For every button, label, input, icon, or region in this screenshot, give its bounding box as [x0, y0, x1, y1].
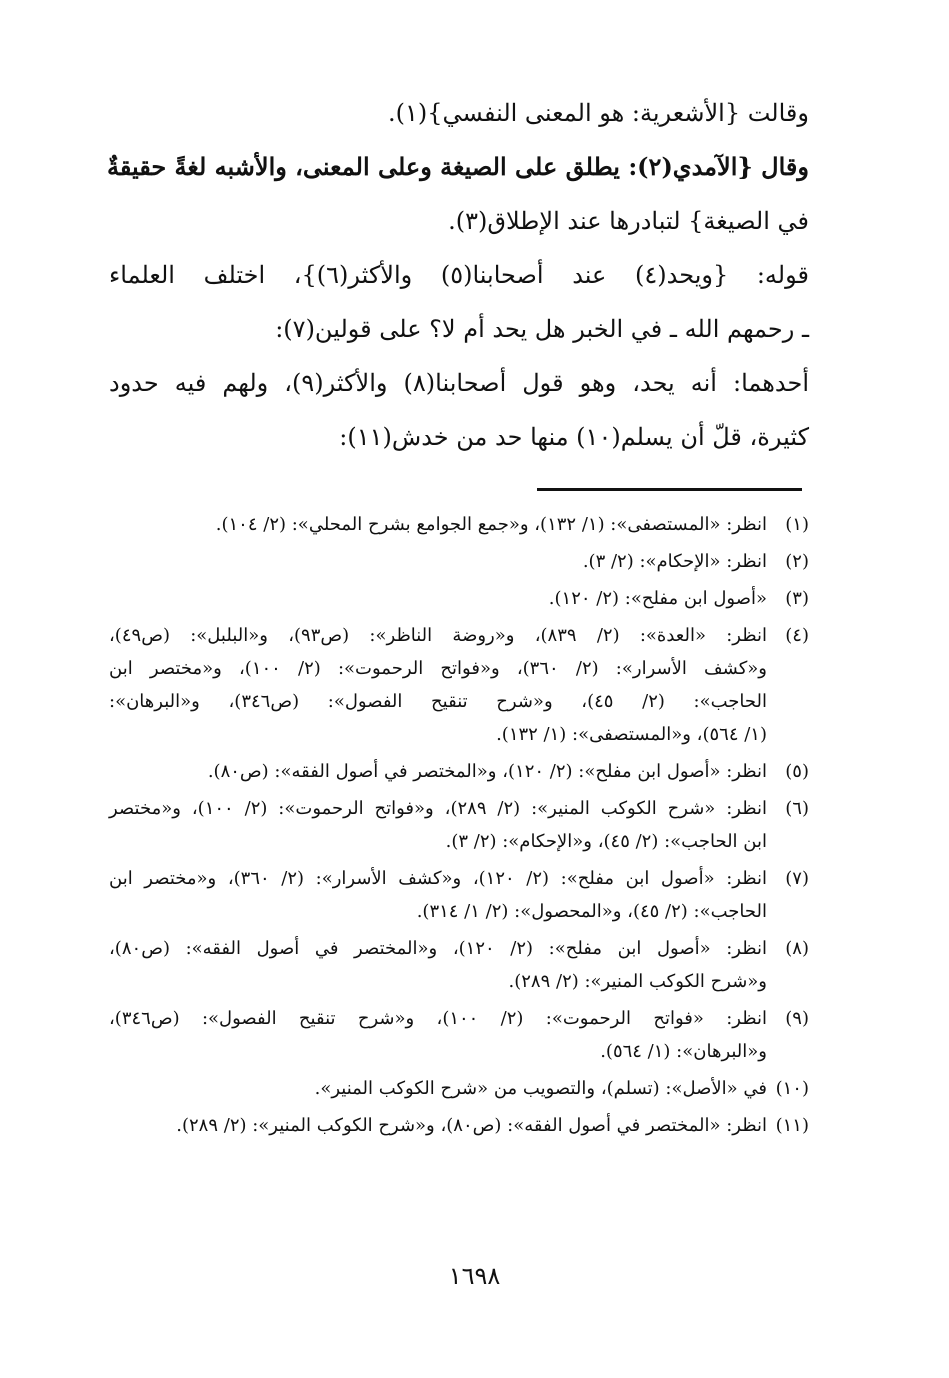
footnote-line: انظر: «أصول ابن مفلح»: (٢/ ١٢٠)، و«المختصر في أصول الفقه»: (ص٨٠).: [207, 761, 767, 782]
footnote-line: انظر: «العدة»: (٢/ ٨٣٩)، و«روضة الناظر»: (ص٩٣)، و«البلبل»: (ص٤٩)،: [109, 625, 768, 646]
footnote-line: انظر: «الإحكام»: (٢/ ٣).: [582, 551, 767, 572]
footnote-number: (٣): [785, 588, 809, 609]
main-line-6: أحدهما: أنه يحد، وهو قول أصحابنا(٨) والأكثر(٩)، ولهم فيه حدود: [109, 369, 810, 397]
footnote: [109, 550, 809, 574]
footnote-number: (٦): [785, 798, 809, 819]
main-line-5: ـ رحمهم الله ـ في الخبر هل يحد أم لا؟ على قولين(٧):: [275, 315, 809, 343]
footnote: [109, 937, 809, 994]
main-line-1: وقالت {الأشعرية: هو المعنى النفسي}(١).: [388, 99, 809, 127]
footnote-line: انظر: «أصول ابن مفلح»: (٢/ ١٢٠)، و«كشف الأسرار»: (٢/ ٣٦٠)، و«مختصر ابن: [109, 868, 767, 889]
footnote: [109, 513, 809, 537]
footnote-line: (١/ ٥٦٤)، و«المستصفى»: (١/ ١٣٢).: [496, 724, 767, 745]
footnote-number: (١١): [775, 1115, 809, 1136]
footnote: [109, 867, 809, 924]
footnote: [109, 1077, 809, 1101]
footnote-number: (٥): [785, 761, 809, 782]
footnote-number: (٢): [785, 551, 809, 572]
footnote-line: و«شرح الكوكب المنير»: (٢/ ٢٨٩).: [508, 971, 767, 992]
main-line-7: كثيرة، قلّ أن يسلم(١٠) منها حد من خدش(١١):: [339, 423, 809, 451]
footnote-line: «أصول ابن مفلح»: (٢/ ١٢٠).: [548, 588, 767, 609]
footnote-line: انظر: «المختصر في أصول الفقه»: (ص٨٠)، و«شرح الكوكب المنير»: (٢/ ٢٨٩).: [176, 1115, 767, 1136]
main-line-4: قوله: {ويحد(٤) عند أصحابنا(٥) والأكثر(٦)}، اختلف العلماء: [109, 261, 809, 289]
footnote: [109, 760, 809, 784]
footnote-line: انظر: «أصول ابن مفلح»: (٢/ ١٢٠)، و«المختصر في أصول الفقه»: (ص٨٠)،: [109, 938, 767, 959]
page-number: ١٦٩٨: [448, 1262, 501, 1290]
footnote-number: (١٠): [775, 1078, 809, 1099]
footnote-line: و«البرهان»: (١/ ٥٦٤).: [600, 1041, 767, 1062]
footnote-number: (٨): [785, 938, 809, 959]
main-line-3: في الصيغة} لتبادرها عند الإطلاق(٣).: [448, 207, 809, 235]
footnote-line: ابن الحاجب»: (٢/ ٤٥)، و«الإحكام»: (٢/ ٣).: [445, 831, 767, 852]
footnotes: [109, 513, 809, 1151]
footnote-line: انظر: «فواتح الرحموت»: (٢/ ١٠٠)، و«شرح تنقيح الفصول»: (ص٣٤٦)،: [109, 1008, 767, 1029]
footnote: [109, 587, 809, 611]
footnote: [109, 797, 809, 854]
footnote-number: (٤): [785, 625, 809, 646]
footnote-number: (٧): [785, 868, 809, 889]
footnote: [109, 624, 809, 747]
footnote-number: (١): [785, 514, 809, 535]
footnote-line: و«كشف الأسرار»: (٢/ ٣٦٠)، و«فواتح الرحموت»: (٢/ ١٠٠)، و«مختصر ابن: [109, 658, 767, 679]
footnote-separator: [537, 488, 802, 491]
main-line-2: وقال {الآمدي(٢): يطلق على الصيغة وعلى المعنى، والأشبه لغةً حقيقةٌ: [106, 152, 809, 181]
footnote: [109, 1007, 809, 1064]
main-text: [106, 99, 810, 451]
footnote-line: الحاجب»: (٢/ ٤٥)، و«شرح تنقيح الفصول»: (ص٣٤٦)، و«البرهان»:: [109, 691, 767, 712]
footnote-number: (٩): [785, 1008, 809, 1029]
footnote-line: انظر: «المستصفى»: (١/ ١٣٢)، و«جمع الجوامع بشرح المحلي»: (٢/ ١٠٤).: [215, 514, 767, 535]
footnote-line: انظر: «شرح الكوكب المنير»: (٢/ ٢٨٩)، و«فواتح الرحموت»: (٢/ ١٠٠)، و«مختصر: [109, 798, 767, 819]
footnote-line: الحاجب»: (٢/ ٤٥)، و«المحصول»: (٢/ ١/ ٣١٤).: [416, 901, 767, 922]
footnote: [109, 1114, 809, 1138]
footnote-line: في «الأصل»: (تسلم)، والتصويب من «شرح الكوكب المنير».: [314, 1078, 767, 1099]
